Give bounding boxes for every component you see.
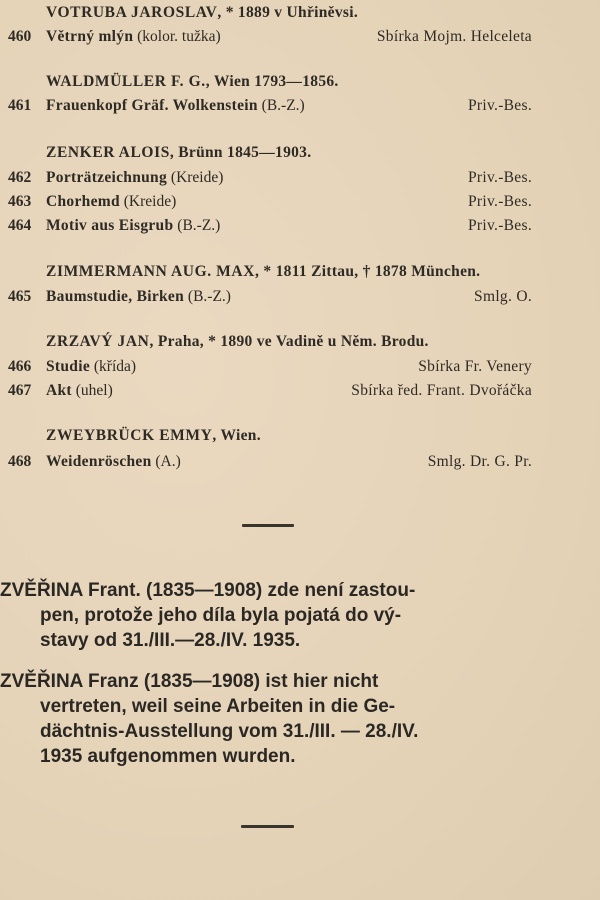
entry-owner: Smlg. Dr. G. Pr. [427,453,532,470]
note-line: stavy od 31./III.—28./IV. 1935. [40,630,301,651]
section-divider [242,524,294,527]
section-divider [241,825,294,828]
catalog-entry [8,28,532,48]
artist-details: , Wien. [212,427,261,444]
artist-details: , Praha, * 1890 ve Vadině u Něm. Brodu. [149,333,429,350]
entry-number: 462 [8,169,32,186]
entry-number: 467 [8,382,32,399]
catalog-entry [8,169,532,189]
artist-details: , * 1811 Zittau, † 1878 München. [255,263,481,280]
artist-heading [46,263,480,281]
catalog-entry [8,453,532,473]
note-line: pen, protože jeho díla byla pojatá do vý- [40,605,402,626]
entry-owner: Priv.-Bes. [468,193,532,210]
artist-name: ZRZAVÝ JAN [46,333,150,350]
entry-title: Motiv aus Eisgrub (B.-Z.) [46,217,221,234]
note-line: ZVĚŘINA Franz (1835—1908) ist hier nicht [0,671,379,692]
entry-title: Studie (křída) [46,358,137,375]
entry-number: 465 [8,288,32,305]
note-german [0,669,532,769]
entry-title: Baumstudie, Birken (B.-Z.) [46,288,231,305]
catalog-entry [8,358,532,378]
entry-title: Chorhemd (Kreide) [46,193,177,210]
entry-number: 463 [8,193,32,210]
note-line: 1935 aufgenommen wurden. [40,746,296,767]
entry-number: 461 [8,97,32,114]
entry-number: 468 [8,453,32,470]
catalog-entry [8,288,532,308]
entry-owner: Sbírka řed. Frant. Dvořáčka [351,382,532,399]
entry-owner: Priv.-Bes. [468,217,532,234]
artist-name: VOTRUBA JAROSLAV [46,4,218,21]
entry-title: Akt (uhel) [46,382,113,399]
catalog-entry [8,382,532,402]
entry-title: Frauenkopf Gräf. Wolkenstein (B.-Z.) [46,97,305,114]
entry-number: 466 [8,358,32,375]
catalog-entry [8,217,532,237]
artist-details: , * 1889 v Uhřiněvsi. [217,4,358,21]
entry-number: 460 [8,28,32,45]
entry-number: 464 [8,217,32,234]
artist-heading [46,73,339,91]
entry-owner: Smlg. O. [474,288,532,305]
artist-details: , Wien 1793—1856. [205,73,339,90]
note-line: dächtnis-Ausstellung vom 31./III. — 28./IV. [40,721,419,742]
artist-name: ZWEYBRÜCK EMMY [46,427,213,444]
entry-title: Větrný mlýn (kolor. tužka) [46,28,221,45]
artist-name: ZIMMERMANN AUG. MAX [46,263,256,280]
entry-owner: Priv.-Bes. [468,97,532,114]
note-line: ZVĚŘINA Frant. (1835—1908) zde není zastou- [0,580,416,601]
note-czech [0,578,532,653]
artist-name: ZENKER ALOIS [46,144,170,161]
entry-title: Porträtzeichnung (Kreide) [46,169,224,186]
catalog-entry [8,97,532,117]
artist-heading [46,144,311,162]
artist-details: , Brünn 1845—1903. [169,144,312,161]
entry-title: Weidenröschen (A.) [46,453,181,470]
entry-owner: Priv.-Bes. [468,169,532,186]
artist-heading [46,427,261,445]
catalog-entry [8,193,532,213]
note-line: vertreten, weil seine Arbeiten in die Ge- [40,696,396,717]
artist-heading [46,4,358,22]
artist-name: WALDMÜLLER F. G. [46,73,206,90]
entry-owner: Sbírka Fr. Venery [418,358,532,375]
artist-heading [46,333,429,351]
entry-owner: Sbírka Mojm. Helceleta [376,28,532,45]
